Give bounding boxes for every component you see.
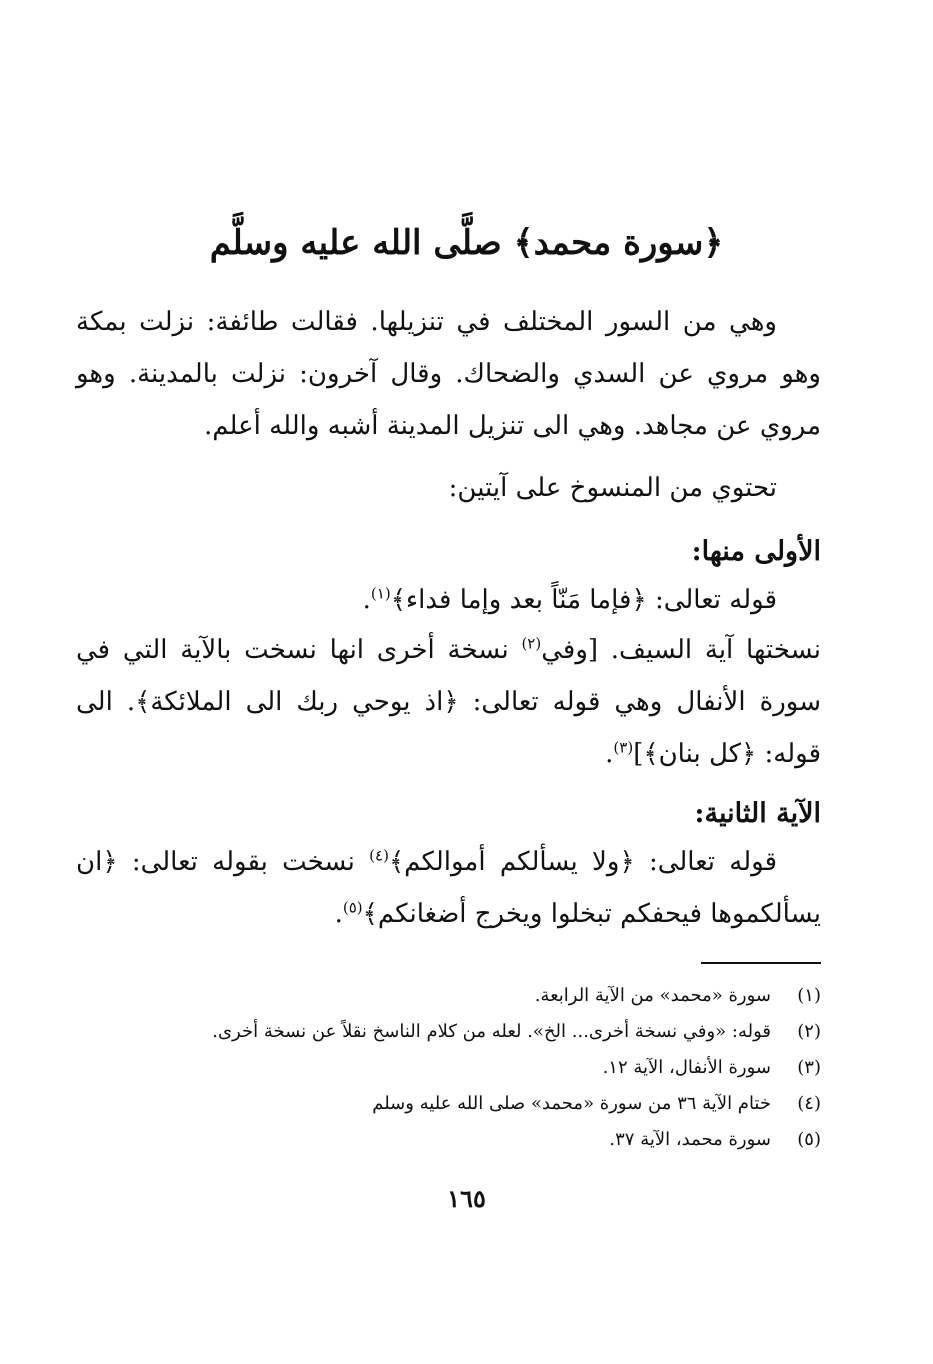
- first-abrogation-end: .: [605, 739, 614, 769]
- second-verse-paragraph: [76, 836, 821, 940]
- footnote-text: ختام الآية ٣٦ من سورة «محمد» صلى الله عليه وسلم: [372, 1093, 771, 1114]
- footnote-item: [76, 1050, 821, 1086]
- page-number: ١٦٥: [447, 1184, 486, 1213]
- first-abrogation-text-b: نسخة أخرى انها نسخت بالآية التي في سورة الأنفال وهي قوله تعالى: ﴿اذ يوحي ربك الى الملائكة﴾. الى قوله: ﴿كل بنان﴾]: [76, 635, 821, 769]
- first-abrogation-text-a: نسختها آية السيف. [وفي: [541, 635, 821, 665]
- second-verse-heading: الآية الثانية:: [694, 798, 821, 829]
- footnote-item: [76, 1086, 821, 1122]
- footnote-number: (٢): [797, 1021, 821, 1042]
- intro-paragraph: وهي من السور المختلف في تنزيلها. فقالت طائفة: نزلت بمكة وهو مروي عن السدي والضحاك. وقال آخرون: نزلت بالمدينة. وهو مروي عن مجاهد. وهي الى تنزيل المدينة أشبه والله أعلم.: [76, 307, 821, 441]
- footnote-ref-3: (٣): [613, 738, 634, 757]
- first-verse-text: [76, 574, 821, 626]
- footnote-text: سورة الأنفال، الآية ١٢.: [602, 1057, 771, 1078]
- footnote-ref-1: (١): [370, 584, 391, 603]
- footnote-ref-5: (٥): [342, 898, 363, 917]
- footnote-number: (٣): [797, 1057, 821, 1078]
- footnote-item: [76, 978, 821, 1014]
- first-abrogation-paragraph: [76, 624, 821, 780]
- footnote-text: سورة «محمد» من الآية الرابعة.: [534, 985, 771, 1006]
- first-verse-quote: قوله تعالى: ﴿فإما مَنّاً بعد وإما فداء﴾: [390, 585, 777, 615]
- footnote-number: (٥): [797, 1129, 821, 1150]
- footnote-number: (٤): [797, 1093, 821, 1114]
- footnote-divider: [701, 962, 821, 964]
- second-verse-text-a: قوله تعالى: ﴿ولا يسألكم أموالكم﴾: [388, 847, 778, 877]
- footnote-ref-4: (٤): [369, 846, 389, 865]
- second-verse-text-b: نسخت بقوله تعالى: ﴿ان يسألكموها فيحفكم تبخلوا ويخرج أضغانكم﴾: [76, 847, 821, 929]
- footnotes: [76, 978, 821, 1158]
- first-verse-end: .: [362, 585, 371, 615]
- surah-title: ﴿سورة محمد﴾ صلَّى الله عليه وسلَّم: [209, 223, 724, 263]
- first-verse-heading: الأولى منها:: [691, 536, 821, 567]
- second-verse-end: .: [334, 899, 343, 929]
- footnote-ref-2: (٢): [521, 634, 542, 653]
- contains-line: تحتوي من المنسوخ على آيتين:: [448, 473, 777, 503]
- footnote-text: قوله: «وفي نسخة أخرى... الخ». لعله من كلام الناسخ نقلاً عن نسخة أخرى.: [212, 1021, 771, 1042]
- footnote-item: [76, 1014, 821, 1050]
- footnote-number: (١): [797, 985, 821, 1006]
- footnote-item: [76, 1122, 821, 1158]
- footnote-text: سورة محمد، الآية ٣٧.: [609, 1129, 771, 1150]
